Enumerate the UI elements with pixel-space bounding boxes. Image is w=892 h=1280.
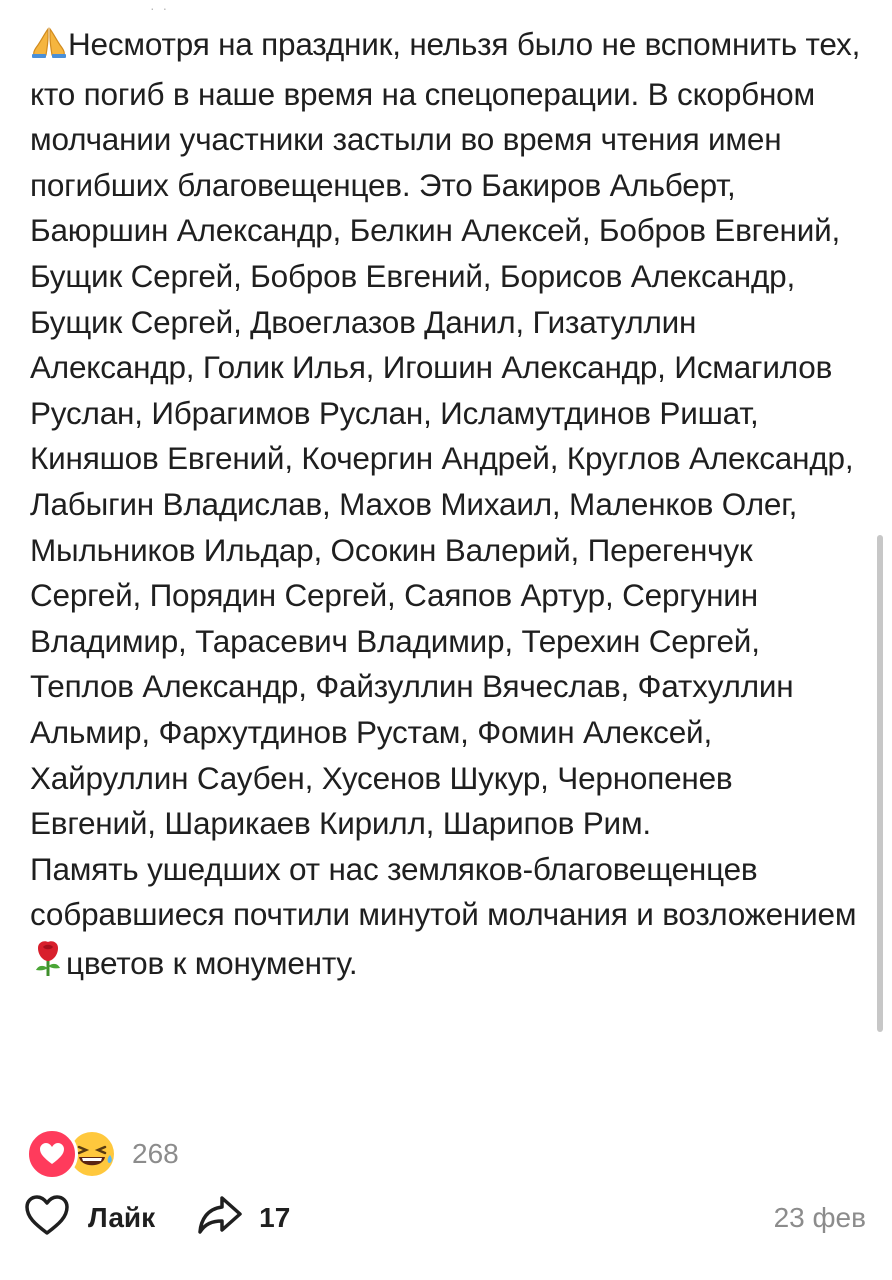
reactions-summary[interactable] — [26, 1130, 179, 1178]
reaction-count: 268 — [132, 1138, 179, 1169]
post-paragraph-2-text-end: цветов к монументу. — [66, 944, 358, 981]
post-paragraph-1-text: Несмотря на праздник, нельзя было не вспомнить тех, кто погиб в наше время на спецоперации. В скорбном молчании участники застыли во время чтения имен погибших благовещенцев. Это Бакиров Альберт, Баюршин Александр, Белкин Алексей, Бобров Евгений, Бущик Сергей, Бобров Евгений, Борисов Александр, Бущик Сергей, Двоеглазов Данил, Гизатуллин Александр, Голик Илья, Игошин Александр, Исмагилов Руслан, Ибрагимов Руслан, Исламутдинов Ришат, Киняшов Евгений, Кочергин Андрей, Круглов Александр, Лабыгин Владислав, Махов Михаил, Маленков Олег, Мыльников Ильдар, Осокин Валерий, Перегенчук Сергей, Порядин Сергей, Саяпов Артур, Сергунин Владимир, Тарасевич Владимир, Терехин Сергей, Теплов Александр, Файзуллин Вячеслав, Фатхуллин Альмир, Фархутдинов Рустам, Фомин Алексей, Хайруллин Саубен, Хусенов Шукур, Чернопенев Евгений, Шарикаев Кирилл, Шарипов Рим. — [30, 26, 861, 842]
share-arrow-icon — [197, 1194, 243, 1243]
share-count: 17 — [259, 1202, 291, 1233]
rose-emoji-icon — [30, 938, 66, 991]
heart-icon — [26, 1128, 78, 1180]
scrollbar[interactable] — [877, 535, 883, 1032]
post-text — [30, 22, 866, 990]
post-actions-bar — [24, 1192, 866, 1244]
pray-emoji-icon — [30, 25, 68, 72]
top-dots: · · — [150, 0, 170, 16]
post-paragraph-2 — [30, 847, 866, 991]
share-button[interactable] — [197, 1194, 290, 1243]
like-button[interactable] — [24, 1194, 155, 1243]
post-date: 23 фев — [773, 1202, 866, 1233]
post-paragraph-2-text-start: Память ушедших от нас земляков-благовещенцев собравшиеся почтили минутой молчания и возложением — [30, 850, 857, 933]
like-icon — [24, 1194, 70, 1243]
like-label: Лайк — [88, 1202, 156, 1233]
post-paragraph-1 — [30, 22, 866, 847]
